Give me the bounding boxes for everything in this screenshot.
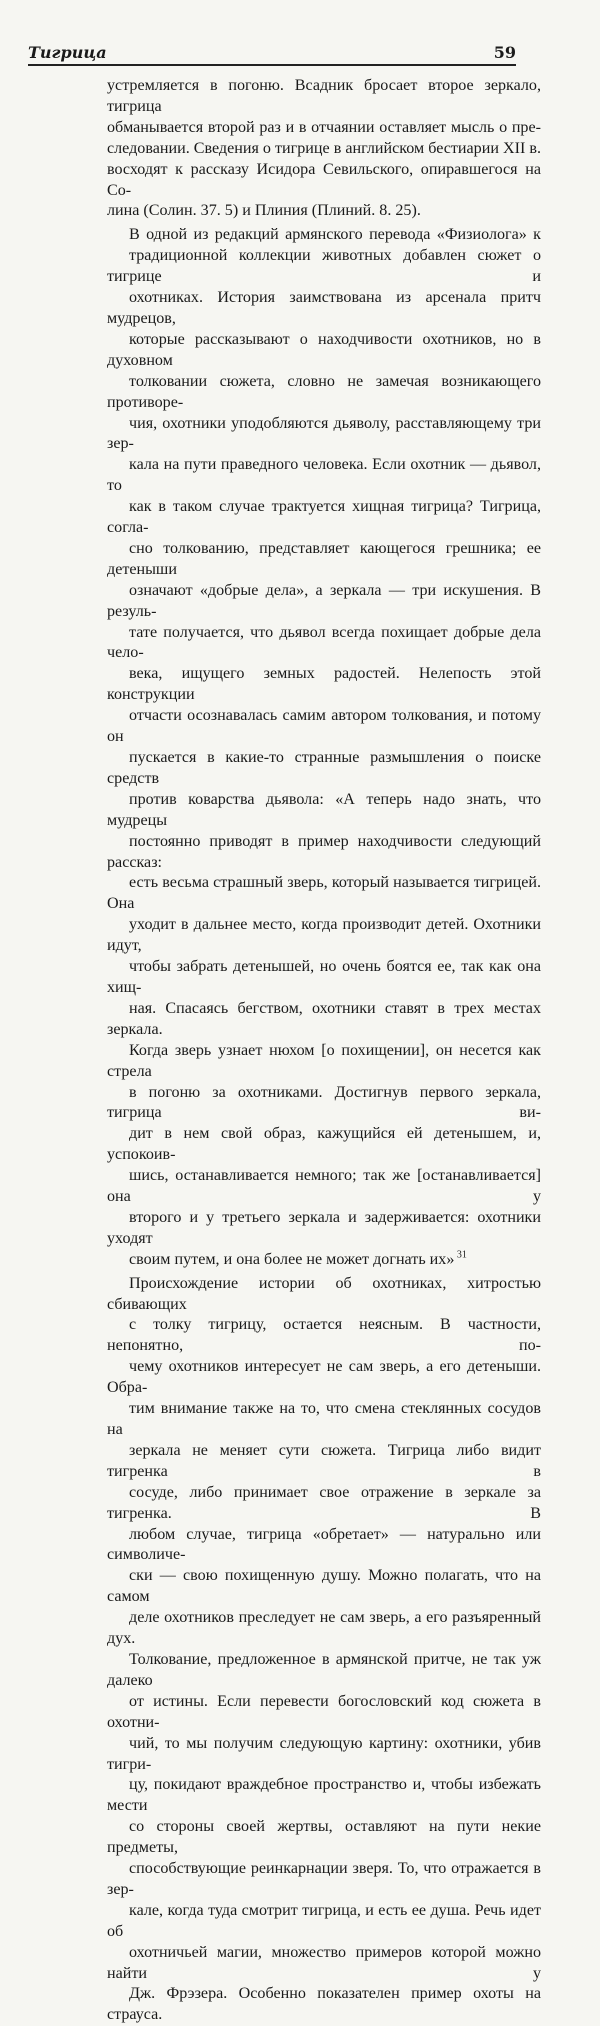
text-line: чий, то мы получим следующую картину: охотники, убив тигри-	[107, 1734, 541, 1773]
text-line: любом случае, тигрица «обретает» — натурально или символиче-	[107, 1525, 541, 1564]
text-line: пускается в какие-то странные размышления о поиске средств	[107, 749, 541, 787]
text-line: против коварства дьявола: «А теперь надо знать, что мудрецы	[107, 790, 541, 829]
text-line: дит в нем свой образ, кажущийся ей детенышем, и, успокоив-	[107, 1125, 541, 1164]
text-line: Дж. Фрэзера. Особенно показателен пример охоты на страуса.	[107, 1985, 541, 2024]
text-line: кале, когда туда смотрит тигрица, и есть ее душа. Речь идет об	[107, 1901, 541, 1940]
text-line: способствующие реинкарнации зверя. То, что отражается в зер-	[107, 1860, 541, 1898]
text-line: есть весьма страшный зверь, который называется тигрицей. Она	[107, 874, 541, 913]
text-line: чия, охотники уподобляются дьяволу, расставляющему три зер-	[107, 414, 541, 453]
text-line: отчасти осознавалась самим автором толкования, и потому он	[107, 707, 541, 746]
text-line: века, ищущего земных радостей. Нелепость этой конструкции	[107, 665, 541, 704]
text-line: Происхождение истории об охотниках, хитростью сбивающих	[107, 1274, 541, 1313]
text-line: охотниках. История заимствована из арсенала притч мудрецов,	[107, 289, 541, 327]
text-line: Когда зверь узнает нюхом [о похищении], он несется как стрела	[107, 1041, 541, 1080]
text-line: цу, покидают враждебное пространство и, чтобы избежать мести	[107, 1776, 541, 1815]
paragraph	[107, 225, 541, 1270]
text-line: Толкование, предложенное в армянской притче, не так уж далеко	[107, 1650, 541, 1689]
header-rule	[28, 64, 516, 66]
text-line: кала на пути праведного человека. Если охотник — дьявол, то	[107, 456, 541, 495]
text-line: устремляется в погоню. Всадник бросает второе зеркало, тигрица	[107, 77, 541, 115]
text-line: лина (Солин. 37. 5) и Плиния (Плиний. 8. 25).	[107, 202, 421, 220]
paragraph	[107, 1274, 541, 2026]
text-line: деле охотников преследует не сам зверь, а его разъяренный дух.	[107, 1609, 541, 1648]
text-line: своим путем, и она более не может догнать их» $^{31}$	[129, 1249, 467, 1268]
text-line: чему охотников интересует не сам зверь, а его детеныши. Обра-	[107, 1358, 541, 1397]
text-line: сно толкованию, представляет кающегося грешника; ее детеныши	[107, 539, 541, 578]
text-line: тим внимание также на то, что смена стеклянных сосудов на	[107, 1400, 541, 1438]
footnote-ref: 31	[454, 1249, 467, 1261]
text-line: ная. Спасаясь бегством, охотники ставят в трех местах зеркала.	[107, 999, 541, 1038]
paragraph	[107, 76, 541, 222]
text-line: толковании сюжета, словно не замечая возникающего противоре-	[107, 372, 541, 411]
text-line: тате получается, что дьявол всегда похищает добрые дела чело-	[107, 623, 541, 662]
text-line: уходит в дальнее место, когда производит детей. Охотники идут,	[107, 916, 541, 955]
text-line: второго и у третьего зеркала и задерживается: охотники уходят	[107, 1208, 541, 1247]
text-line: зеркала не меняет сути сюжета. Тигрица либо видит тигренка в	[107, 1441, 541, 1480]
text-line: постоянно приводят в пример находчивости следующий рассказ:	[107, 832, 541, 871]
text-line: восходят к рассказу Исидора Севильского, опиравшегося на Со-	[107, 160, 541, 199]
body-text	[107, 76, 541, 2026]
text-line: В одной из редакций армянского перевода «Физиолога» к	[129, 226, 541, 244]
text-line: со стороны своей жертвы, оставляют на пути некие предметы,	[107, 1818, 541, 1857]
text-line: следовании. Сведения о тигрице в английском бестиарии XII в.	[107, 139, 541, 157]
text-line: чтобы забрать детенышей, но очень боятся ее, так как она хищ-	[107, 958, 541, 996]
text-line: сосуде, либо принимает свое отражение в зеркале за тигренка. В	[107, 1483, 541, 1522]
text-line: которые рассказывают о находчивости охотников, но в духовном	[107, 330, 541, 369]
text-line: охотничьей магии, множество примеров которой можно найти у	[107, 1943, 541, 1982]
text-line: от истины. Если перевести богословский код сюжета в охотни-	[107, 1692, 541, 1731]
text-line: шись, останавливается немного; так же [останавливается] она у	[107, 1167, 541, 1206]
page-header	[28, 40, 516, 62]
page-number: 59	[493, 43, 516, 62]
text-line: в погоню за охотниками. Достигнув первого зеркала, тигрица ви-	[107, 1083, 541, 1122]
text-line: как в таком случае трактуется хищная тигрица? Тигрица, согла-	[107, 498, 541, 537]
text-line: традиционной коллекции животных добавлен сюжет о тигрице и	[107, 247, 541, 286]
text-line: обманывается второй раз и в отчаянии оставляет мысль о пре-	[107, 118, 541, 136]
text-line: ски — свою похищенную душу. Можно полагать, что на самом	[107, 1567, 541, 1606]
text-line: с толку тигрицу, остается неясным. В частности, непонятно, по-	[107, 1316, 541, 1355]
text-line: означают «добрые дела», а зеркала — три искушения. В резуль-	[107, 581, 541, 620]
running-head: Тигрица	[28, 43, 107, 62]
